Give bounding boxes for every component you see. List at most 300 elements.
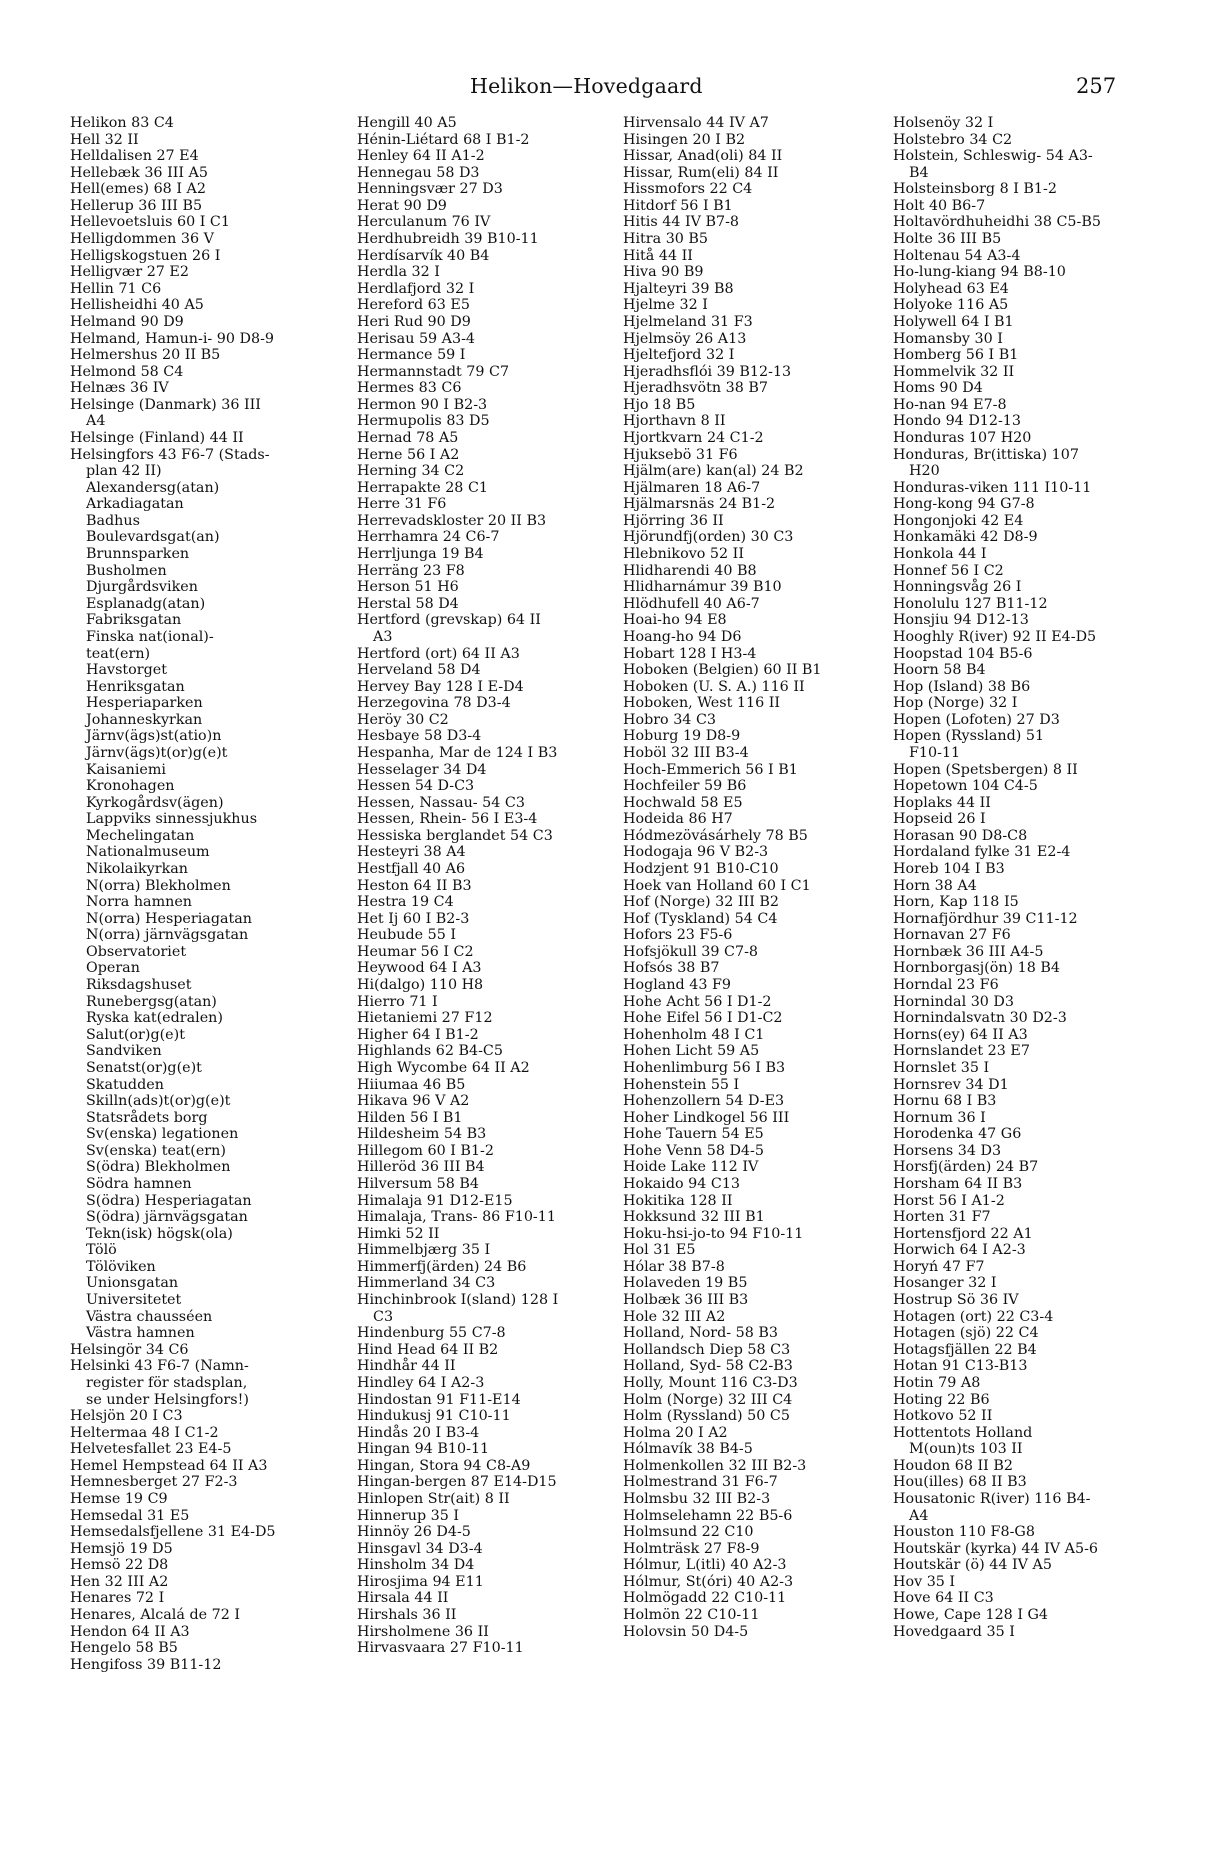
- index-entry: Hinlopen Str(ait) 8 II: [357, 1490, 510, 1507]
- index-entry: Hof (Tyskland) 54 C4: [623, 910, 778, 927]
- index-entry: Hop (Island) 38 B6: [893, 678, 1031, 695]
- index-entry-continuation: Södra hamnen: [86, 1176, 192, 1192]
- index-entry: Hobart 128 I H3-4: [623, 645, 757, 662]
- index-entry: Herdhubreidh 39 B10-11: [357, 231, 539, 248]
- index-entry: Hoplaks 44 II: [893, 794, 991, 811]
- index-entry: Hohen Licht 59 A5: [623, 1043, 760, 1060]
- index-entry: Hólar 38 B7-8: [623, 1258, 725, 1275]
- index-entry: Hirvasvaara 27 F10-11: [357, 1640, 524, 1657]
- index-entry: Hólmur, L(itli) 40 A2-3: [623, 1557, 787, 1574]
- index-entry-continuation: S(ödra) Hesperiagatan: [86, 1192, 252, 1209]
- index-entry-continuation: Esplanadg(atan): [86, 595, 206, 612]
- index-entry: Hingan-bergen 87 E14-D15: [357, 1474, 557, 1491]
- index-entry: Hokksund 32 III B1: [623, 1209, 765, 1226]
- index-entry: Hestra 19 C4: [357, 894, 454, 911]
- index-entry: Hitis 44 IV B7-8: [623, 214, 740, 231]
- index-entry-continuation: Fabriksgatan: [86, 612, 182, 629]
- index-entry: Hoboken (Belgien) 60 II B1: [623, 662, 822, 679]
- index-entry: Henares 72 I: [70, 1590, 165, 1607]
- index-entry-continuation: Senatst(or)g(e)t: [86, 1059, 202, 1076]
- index-entry: Himmelbjærg 35 I: [357, 1242, 491, 1259]
- index-entry-continuation: S(ödra) Blekholmen: [86, 1159, 231, 1176]
- index-entry: Hingan, Stora 94 C8-A9: [357, 1457, 531, 1474]
- index-entry: Hjeltefjord 32 I: [623, 347, 735, 364]
- index-entry: Holmestrand 31 F6-7: [623, 1474, 778, 1491]
- index-entry: Hokaido 94 C13: [623, 1176, 741, 1192]
- index-entry: Howe, Cape 128 I G4: [893, 1607, 1049, 1624]
- index-entry: Hornindalsvatn 30 D2-3: [893, 1010, 1067, 1027]
- index-entry-continuation: Västra hamnen: [86, 1325, 195, 1342]
- index-entry: Hitdorf 56 I B1: [623, 197, 733, 214]
- index-entry: Hodeida 86 H7: [623, 811, 733, 828]
- index-entry: Heri Rud 90 D9: [357, 313, 471, 330]
- index-entry-continuation: Havstorget: [86, 662, 167, 679]
- index-entry: Holovsin 50 D4-5: [623, 1623, 749, 1640]
- index-entry: Herat 90 D9: [357, 197, 447, 214]
- index-entry: Horten 31 F7: [893, 1209, 991, 1226]
- index-entry: Hotan 91 C13-B13: [893, 1358, 1028, 1375]
- index-entry: Hisingen 20 I B2: [623, 131, 746, 148]
- index-entry: Hesteyri 38 A4: [357, 844, 466, 861]
- index-entry-continuation: Tekn(isk) högsk(ola): [86, 1225, 233, 1242]
- index-entry: Honolulu 127 B11-12: [893, 595, 1048, 612]
- index-entry-continuation: Mechelingatan: [86, 827, 195, 844]
- index-entry: Homberg 56 I B1: [893, 347, 1019, 364]
- index-entry: Houston 110 F8-G8: [893, 1524, 1035, 1541]
- index-entry-continuation: plan 42 II): [86, 463, 162, 480]
- index-entry: Hordaland fylke 31 E2-4: [893, 844, 1071, 861]
- index-entry-continuation: N(orra) Hesperiagatan: [86, 910, 252, 927]
- index-entry: Hol 31 E5: [623, 1242, 696, 1259]
- index-entry: Helsinki 43 F6-7 (Namn-: [70, 1358, 249, 1375]
- index-entry: Hellevoetsluis 60 I C1: [70, 214, 230, 231]
- index-entry: Hereford 63 E5: [357, 297, 470, 314]
- index-entry: Holsenöy 32 I: [893, 115, 994, 131]
- index-entry-continuation: Kaisaniemi: [86, 761, 167, 778]
- index-entry: Himalaja 91 D12-E15: [357, 1192, 513, 1209]
- index-entry: Hiva 90 B9: [623, 264, 704, 281]
- index-entry: Hell(emes) 68 I A2: [70, 181, 206, 198]
- index-entry: Hierro 71 I: [357, 993, 438, 1010]
- index-entry: Hestfjall 40 A6: [357, 861, 466, 878]
- index-entry: Hornsrev 34 D1: [893, 1076, 1009, 1093]
- index-entry: Hotagen (sjö) 22 C4: [893, 1325, 1039, 1342]
- index-entry-continuation: Ryska kat(edralen): [86, 1010, 223, 1027]
- index-entry: Hitra 30 B5: [623, 231, 709, 248]
- index-entry: Hoböl 32 III B3-4: [623, 744, 749, 761]
- index-entry-continuation: Kronohagen: [86, 778, 175, 795]
- index-entry: Hofors 23 F5-6: [623, 927, 733, 944]
- index-entry: Holmenkollen 32 III B2-3: [623, 1457, 807, 1474]
- index-entry: Hodzjent 91 B10-C10: [623, 861, 779, 878]
- index-entry: Hotagen (ort) 22 C3-4: [893, 1308, 1054, 1325]
- index-entry: Hennegau 58 D3: [357, 164, 480, 181]
- index-entry: Het Ij 60 I B2-3: [357, 910, 470, 927]
- index-entry: Horsfj(ärden) 24 B7: [893, 1159, 1039, 1176]
- index-entry: Hlidharnámur 39 B10: [623, 579, 782, 596]
- index-entry: Holm (Ryssland) 50 C5: [623, 1408, 790, 1425]
- index-entry: Hornum 36 I: [893, 1109, 986, 1126]
- index-entry: Horsham 64 II B3: [893, 1176, 1023, 1192]
- index-entry: Hindenburg 55 C7-8: [357, 1325, 506, 1342]
- index-entry: Holyhead 63 E4: [893, 280, 1009, 297]
- index-entry: Hopen (Spetsbergen) 8 II: [893, 761, 1078, 778]
- page-header: [0, 74, 1224, 104]
- index-entry: Himalaja, Trans- 86 F10-11: [357, 1209, 556, 1226]
- index-entry: Hjo 18 B5: [623, 396, 696, 413]
- index-entry: Hooghly R(iver) 92 II E4-D5: [893, 628, 1097, 645]
- index-entry: Herräng 23 F8: [357, 562, 465, 579]
- index-entry: Hoting 22 B6: [893, 1391, 990, 1408]
- index-entry: Hódmezövásárhely 78 B5: [623, 827, 808, 844]
- index-entry-continuation: Kyrkogårdsv(ägen): [86, 794, 224, 811]
- index-entry-continuation: teat(ern): [86, 645, 151, 662]
- index-entry: Himki 52 II: [357, 1225, 440, 1242]
- index-column-1: [70, 115, 342, 1673]
- index-entry: Holt 40 B6-7: [893, 197, 986, 214]
- index-entry-continuation: Runebergsg(atan): [86, 993, 217, 1010]
- index-entry: Helligskogstuen 26 I: [70, 247, 221, 264]
- index-entry: Hlödhufell 40 A6-7: [623, 595, 760, 612]
- index-entry-continuation: N(orra) Blekholmen: [86, 877, 231, 894]
- index-entry: Hov 35 I: [893, 1573, 956, 1590]
- index-entry-continuation: Lappviks sinnessjukhus: [86, 811, 258, 828]
- index-entry: Homs 90 D4: [893, 380, 983, 397]
- index-entry-continuation: register för stadsplan,: [86, 1374, 248, 1391]
- index-column-4: [893, 115, 1165, 1640]
- index-entry: Hilleröd 36 III B4: [357, 1159, 485, 1176]
- index-entry: Hjälmaren 18 A6-7: [623, 479, 761, 496]
- index-entry: Hobro 34 C3: [623, 711, 716, 728]
- index-entry: Honduras 107 H20: [893, 429, 1032, 446]
- index-entry: Ho-nan 94 E7-8: [893, 396, 1007, 413]
- index-entry-continuation: Sv(enska) teat(ern): [86, 1142, 226, 1159]
- index-entry-continuation: Järnv(ägs)st(atio)n: [86, 728, 222, 745]
- index-entry-continuation: H20: [909, 463, 940, 480]
- index-entry-continuation: se under Helsingfors!): [86, 1391, 249, 1408]
- index-entry: Hessen, Nassau- 54 C3: [357, 794, 525, 811]
- index-entry-continuation: Arkadiagatan: [86, 496, 184, 513]
- index-entry: Herdlafjord 32 I: [357, 280, 475, 297]
- index-entry: Hohenstein 55 I: [623, 1076, 740, 1093]
- index-entry: Hindhår 44 II: [357, 1358, 456, 1375]
- index-entry: Hortensfjord 22 A1: [893, 1225, 1033, 1242]
- index-entry: Himmerfj(ärden) 24 B6: [357, 1258, 527, 1275]
- index-entry: Hirsala 44 II: [357, 1590, 449, 1607]
- index-entry: Hessen 54 D-C3: [357, 778, 475, 795]
- index-entry: Hoburg 19 D8-9: [623, 728, 741, 745]
- index-entry: Hjelme 32 I: [623, 297, 708, 314]
- index-entry: Hell 32 II: [70, 131, 139, 148]
- index-entry: Horeb 104 I B3: [893, 861, 1005, 878]
- index-entry-continuation: Boulevardsgat(an): [86, 529, 220, 546]
- index-entry: Hemel Hempstead 64 II A3: [70, 1457, 268, 1474]
- index-entry: Helldalisen 27 E4: [70, 148, 199, 165]
- index-entry: Hoku-hsi-jo-to 94 F10-11: [623, 1225, 804, 1242]
- index-entry: Helmand, Hamun-i- 90 D8-9: [70, 330, 274, 347]
- index-entry: Hellisheidhi 40 A5: [70, 297, 204, 314]
- index-entry: Helvetesfallet 23 E4-5: [70, 1441, 232, 1458]
- index-entry-continuation: Sv(enska) legationen: [86, 1126, 239, 1143]
- index-entry: Hochfeiler 59 B6: [623, 778, 747, 795]
- index-entry-continuation: Tölöviken: [86, 1258, 156, 1275]
- index-entry: Holywell 64 I B1: [893, 313, 1014, 330]
- index-entry: Hemsedalsfjellene 31 E4-D5: [70, 1524, 276, 1541]
- index-entry-continuation: Nikolaikyrkan: [86, 861, 188, 878]
- index-entry: Heywood 64 I A3: [357, 960, 482, 977]
- index-entry: Helmershus 20 II B5: [70, 347, 221, 364]
- index-entry: Herdla 32 I: [357, 264, 440, 281]
- index-entry: Hinnerup 35 I: [357, 1507, 460, 1524]
- index-entry: Hikava 96 V A2: [357, 1093, 470, 1110]
- index-entry: Hemsjö 19 D5: [70, 1540, 173, 1557]
- index-entry: Hinnöy 26 D4-5: [357, 1524, 471, 1541]
- index-entry: Herrevadskloster 20 II B3: [357, 512, 547, 529]
- index-entry: Herculanum 76 IV: [357, 214, 491, 231]
- index-entry: Holstein, Schleswig- 54 A3-: [893, 148, 1093, 165]
- index-entry-continuation: Busholmen: [86, 562, 167, 579]
- index-entry: Hessen, Rhein- 56 I E3-4: [357, 811, 538, 828]
- index-entry-continuation: Norra hamnen: [86, 894, 193, 911]
- index-entry: Hornu 68 I B3: [893, 1093, 997, 1110]
- index-entry: Helsinge (Danmark) 36 III: [70, 396, 261, 413]
- index-entry: Hommelvik 32 II: [893, 363, 1015, 380]
- index-entry-continuation: Djurgårdsviken: [86, 579, 198, 596]
- index-entry: Hietaniemi 27 F12: [357, 1010, 493, 1027]
- index-entry: Heumar 56 I C2: [357, 943, 474, 960]
- index-entry: Houtskär (ö) 44 IV A5: [893, 1557, 1052, 1574]
- index-entry: Hengelo 58 B5: [70, 1640, 178, 1657]
- index-entry: Hornindal 30 D3: [893, 993, 1014, 1010]
- index-entry: Helsjön 20 I C3: [70, 1408, 183, 1425]
- index-entry: Hotagsfjällen 22 B4: [893, 1341, 1037, 1358]
- index-entry: Hind Head 64 II B2: [357, 1341, 499, 1358]
- index-entry: Hohe Venn 58 D4-5: [623, 1142, 764, 1159]
- index-entry: Helsinge (Finland) 44 II: [70, 429, 244, 446]
- index-column-2: [357, 115, 629, 1657]
- index-entry: Hohe Eifel 56 I D1-C2: [623, 1010, 783, 1027]
- index-entry: Hongonjoki 42 E4: [893, 512, 1024, 529]
- index-entry-continuation: Badhus: [86, 512, 140, 529]
- page-title: Helikon—Hovedgaard: [470, 74, 703, 98]
- index-entry: Hoang-ho 94 D6: [623, 628, 742, 645]
- index-entry: Hornavan 27 F6: [893, 927, 1011, 944]
- index-entry: Hohe Acht 56 I D1-2: [623, 993, 772, 1010]
- index-entry: Horn, Kap 118 I5: [893, 894, 1019, 911]
- index-entry: Hermance 59 I: [357, 347, 466, 364]
- index-entry: Helnæs 36 IV: [70, 380, 169, 397]
- index-entry: Hof (Norge) 32 III B2: [623, 894, 780, 911]
- index-entry: Hotin 79 A8: [893, 1374, 981, 1391]
- page-number: 257: [1076, 74, 1117, 98]
- index-entry: Hemsö 22 D8: [70, 1557, 169, 1574]
- index-entry: Hoide Lake 112 IV: [623, 1159, 759, 1176]
- index-entry-continuation: M(oun)ts 103 II: [909, 1441, 1023, 1458]
- index-entry-continuation: Hesperiaparken: [86, 695, 203, 712]
- index-entry: Honnef 56 I C2: [893, 562, 1004, 579]
- index-entry: Hofsjökull 39 C7-8: [623, 943, 759, 960]
- index-entry: Holyoke 116 A5: [893, 297, 1009, 314]
- index-entry: Hellebæk 36 III A5: [70, 164, 208, 181]
- index-entry: Hoek van Holland 60 I C1: [623, 877, 811, 894]
- index-entry-continuation: Skilln(ads)t(or)g(e)t: [86, 1093, 231, 1110]
- index-entry: Hingan 94 B10-11: [357, 1441, 490, 1458]
- index-entry: Hjortkvarn 24 C1-2: [623, 429, 764, 446]
- index-entry: Hong-kong 94 G7-8: [893, 496, 1035, 513]
- index-entry: Holte 36 III B5: [893, 231, 1002, 248]
- index-entry: Herne 56 I A2: [357, 446, 460, 463]
- index-entry-continuation: Johanneskyrkan: [86, 711, 203, 728]
- index-entry: Holly, Mount 116 C3-D3: [623, 1374, 798, 1391]
- index-entry: Holmselehamn 22 B5-6: [623, 1507, 793, 1524]
- index-entry: Hellerup 36 III B5: [70, 197, 203, 214]
- index-entry-continuation: A4: [86, 413, 106, 430]
- index-entry-continuation: Operan: [86, 960, 140, 977]
- index-entry: Hólmavík 38 B4-5: [623, 1441, 753, 1458]
- index-entry: Hoopstad 104 B5-6: [893, 645, 1033, 662]
- index-entry: Horsens 34 D3: [893, 1142, 1002, 1159]
- index-entry: Holmögadd 22 C10-11: [623, 1590, 787, 1607]
- index-entry: Hessiska berglandet 54 C3: [357, 827, 553, 844]
- index-entry: Hjörundfj(orden) 30 C3: [623, 529, 794, 546]
- index-entry: Hornborgasj(ön) 18 B4: [893, 960, 1061, 977]
- index-entry-continuation: Alexandersg(atan): [86, 479, 220, 496]
- index-entry-continuation: Järnv(ägs)t(or)g(e)t: [86, 744, 228, 761]
- index-entry: Hornslandet 23 E7: [893, 1043, 1030, 1060]
- index-entry: Honkamäki 42 D8-9: [893, 529, 1038, 546]
- index-entry: Henningsvær 27 D3: [357, 181, 503, 198]
- index-entry: Hornbæk 36 III A4-5: [893, 943, 1044, 960]
- index-entry: Herrapakte 28 C1: [357, 479, 488, 496]
- index-entry: Herzegovina 78 D3-4: [357, 695, 511, 712]
- index-entry: Houtskär (kyrka) 44 IV A5-6: [893, 1540, 1098, 1557]
- index-entry: Hjälm(are) kan(al) 24 B2: [623, 463, 804, 480]
- index-entry: Heltermaa 48 I C1-2: [70, 1424, 219, 1441]
- index-entry: Hildesheim 54 B3: [357, 1126, 487, 1143]
- index-entry: Heröy 30 C2: [357, 711, 449, 728]
- index-entry: Honningsvåg 26 I: [893, 579, 1022, 596]
- index-entry-continuation: Universitetet: [86, 1292, 182, 1309]
- index-entry: Hemse 19 C9: [70, 1490, 168, 1507]
- index-entry: Hjelmsöy 26 A13: [623, 330, 747, 347]
- index-entry: Highlands 62 B4-C5: [357, 1043, 503, 1060]
- index-entry: Hosanger 32 I: [893, 1275, 997, 1292]
- index-entry: Herisau 59 A3-4: [357, 330, 476, 347]
- index-entry: Higher 64 I B1-2: [357, 1026, 479, 1043]
- index-entry: Holmträsk 27 F8-9: [623, 1540, 760, 1557]
- index-entry: Hoboken (U. S. A.) 116 II: [623, 678, 805, 695]
- index-entry: Horyń 47 F7: [893, 1258, 985, 1275]
- index-entry: Holstebro 34 C2: [893, 131, 1013, 148]
- index-entry: Hove 64 II C3: [893, 1590, 994, 1607]
- index-entry: Hondo 94 D12-13: [893, 413, 1022, 430]
- index-entry-continuation: F10-11: [909, 744, 961, 761]
- index-entry: Hissar, Rum(eli) 84 II: [623, 164, 779, 181]
- index-entry: Hitå 44 II: [623, 247, 693, 264]
- index-entry: Hi(dalgo) 110 H8: [357, 977, 484, 994]
- index-entry: Hjeradhsvötn 38 B7: [623, 380, 768, 397]
- index-entry: Hermon 90 I B2-3: [357, 396, 488, 413]
- index-entry: Hokitika 128 II: [623, 1192, 733, 1209]
- index-entry: Hengill 40 A5: [357, 115, 457, 131]
- index-entry: Hohenlimburg 56 I B3: [623, 1059, 786, 1076]
- index-entry: Hoboken, West 116 II: [623, 695, 781, 712]
- index-entry: Holbæk 36 III B3: [623, 1292, 749, 1309]
- index-entry: Hinsholm 34 D4: [357, 1557, 475, 1574]
- index-entry: Hovedgaard 35 I: [893, 1623, 1015, 1640]
- index-entry-continuation: Unionsgatan: [86, 1275, 179, 1292]
- index-entry: Helligvær 27 E2: [70, 264, 189, 281]
- index-entry: Holm (Norge) 32 III C4: [623, 1391, 793, 1408]
- index-entry: Hohenholm 48 I C1: [623, 1026, 765, 1043]
- index-entry: Hirvensalo 44 IV A7: [623, 115, 769, 131]
- index-entry: Hillegom 60 I B1-2: [357, 1142, 494, 1159]
- index-entry: Hogland 43 F9: [623, 977, 731, 994]
- index-entry: Hjuksebö 31 F6: [623, 446, 738, 463]
- index-entry: Hindostan 91 F11-E14: [357, 1391, 521, 1408]
- index-entry: Honkola 44 I: [893, 546, 987, 563]
- index-entry: Hertford (ort) 64 II A3: [357, 645, 520, 662]
- index-entry: Hjorthavn 8 II: [623, 413, 726, 430]
- index-entry: Herdísarvík 40 B4: [357, 247, 490, 264]
- index-entry: Hohenzollern 54 D-E3: [623, 1093, 785, 1110]
- index-entry: Hesbaye 58 D3-4: [357, 728, 482, 745]
- index-entry: Henares, Alcalá de 72 I: [70, 1607, 240, 1624]
- index-entry: Hemsedal 31 E5: [70, 1507, 190, 1524]
- index-entry: Holma 20 I A2: [623, 1424, 728, 1441]
- index-entry: Helikon 83 C4: [70, 115, 174, 131]
- index-entry: Hostrup Sö 36 IV: [893, 1292, 1019, 1309]
- index-entry: Herveland 58 D4: [357, 662, 481, 679]
- index-entry: Hissmofors 22 C4: [623, 181, 753, 198]
- index-entry-continuation: N(orra) järnvägsgatan: [86, 927, 249, 944]
- index-entry-continuation: B4: [909, 164, 929, 181]
- index-entry: Hodogaja 96 V B2-3: [623, 844, 769, 861]
- index-entry: Hindley 64 I A2-3: [357, 1374, 485, 1391]
- index-entry: Housatonic R(iver) 116 B4-: [893, 1490, 1091, 1507]
- index-entry: Helsingfors 43 F6-7 (Stads-: [70, 446, 270, 463]
- index-entry: Houdon 68 II B2: [893, 1457, 1013, 1474]
- index-entry: Horn 38 A4: [893, 877, 977, 894]
- index-entry-continuation: A3: [373, 628, 393, 645]
- index-entry: Hofsós 38 B7: [623, 960, 720, 977]
- index-entry: Herning 34 C2: [357, 463, 465, 480]
- index-entry: Hornslet 35 I: [893, 1059, 990, 1076]
- index-entry: Horasan 90 D8-C8: [893, 827, 1028, 844]
- index-entry: Helligdommen 36 V: [70, 231, 214, 248]
- index-entry: Hotkovo 52 II: [893, 1408, 993, 1425]
- index-entry: Hou(illes) 68 II B3: [893, 1474, 1027, 1491]
- index-entry: Hop (Norge) 32 I: [893, 695, 1018, 712]
- index-entry-continuation: Henriksgatan: [86, 678, 185, 695]
- index-entry: Hespanha, Mar de 124 I B3: [357, 744, 558, 761]
- index-entry: Herrljunga 19 B4: [357, 546, 484, 563]
- index-entry-continuation: Skatudden: [86, 1076, 164, 1093]
- index-entry: Hertford (grevskap) 64 II: [357, 612, 541, 629]
- index-entry: Heston 64 II B3: [357, 877, 472, 894]
- index-entry: Helsingör 34 C6: [70, 1341, 189, 1358]
- index-entry: Hoai-ho 94 E8: [623, 612, 727, 629]
- index-entry: Hinsgavl 34 D3-4: [357, 1540, 483, 1557]
- index-entry: Hoch-Emmerich 56 I B1: [623, 761, 798, 778]
- index-entry: Hólmur, St(óri) 40 A2-3: [623, 1573, 794, 1590]
- index-entry: Holmön 22 C10-11: [623, 1607, 760, 1624]
- index-entry: Holaveden 19 B5: [623, 1275, 748, 1292]
- index-entry: High Wycombe 64 II A2: [357, 1059, 530, 1076]
- index-entry: Horwich 64 I A2-3: [893, 1242, 1026, 1259]
- index-entry: Hengifoss 39 B11-12: [70, 1656, 222, 1673]
- index-entry: Himmerland 34 C3: [357, 1275, 496, 1292]
